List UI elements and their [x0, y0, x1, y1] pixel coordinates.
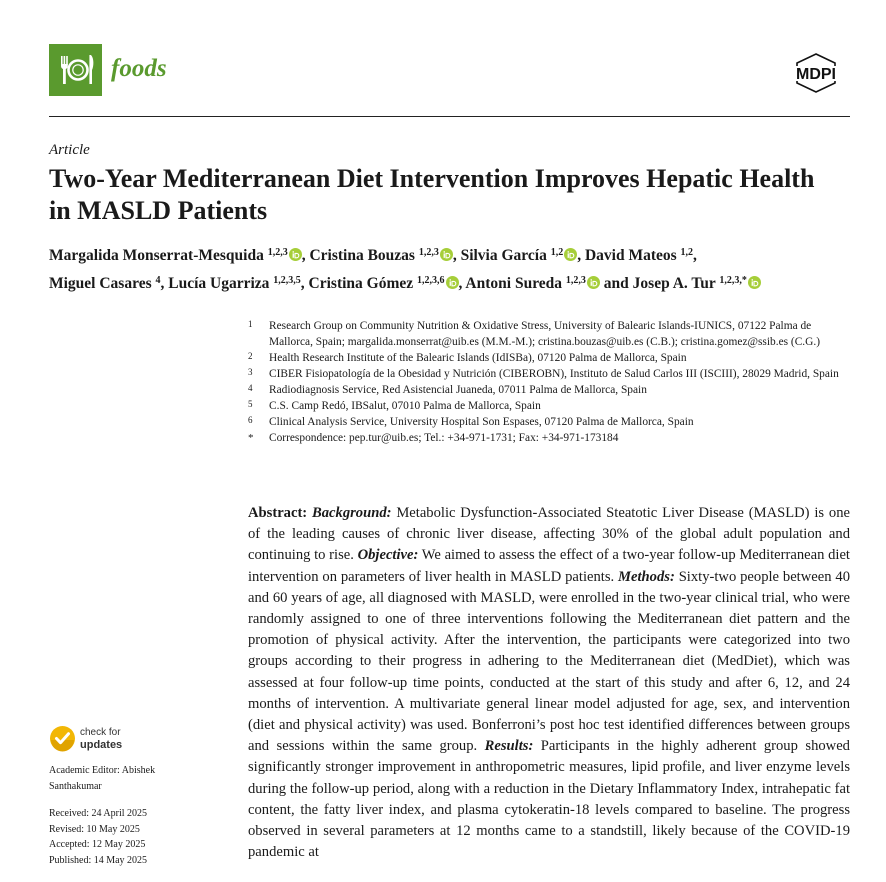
author-name[interactable] [633, 275, 761, 292]
author-name[interactable] [461, 247, 582, 264]
author-name-text: Margalida Monserrat-Mesquida [49, 247, 268, 264]
affiliation-text: Radiodiagnosis Service, Red Asistencial Juaneda, 07011 Palma de Mallorca, Spain [269, 384, 647, 396]
affiliation-item [248, 398, 853, 414]
journal-name[interactable]: foods [111, 55, 167, 82]
fork-plate-knife-icon [54, 50, 98, 90]
author-name-text: Antoni Sureda [465, 275, 566, 292]
author-name-text: Lucía Ugarriza [168, 275, 274, 292]
affiliation-text: Clinical Analysis Service, University Hospital Son Espases, 07120 Palma de Mallorca, Spain [269, 416, 694, 428]
author-separator: , [301, 247, 306, 264]
author-affiliation-sup: 1,2,3,5 [273, 275, 301, 286]
author-name[interactable] [465, 275, 628, 292]
abstract-text: Sixty-two people between 40 and 60 years of age, all diagnosed with MASLD, were enrolled in the two-year clinical trial, who were randomly assigned to one of three interventions following the Mediterranean diet pattern and the promotion of physical activity. After the intervention, the participants were categorized into two groups according to their progress in adhering to the Mediterranean diet (MedDiet), which was assessed at four follow-up time points, conducted at the start of this study and after 6, 12, and 24 months of intervention. A multivariate general linear model adjusted for age, sex, and intervention (diet and physical activity) was used. Bonferroni’s post hoc test identified differences between groups and sessions within the same group. [248, 568, 850, 755]
abstract-text: Metabolic Dysfunction-Associated Steatotic Liver Disease (MASLD) is one of the leading causes of chronic liver disease, affecting 30% of the global adult population and continuing to rise. [248, 505, 850, 564]
author-name-text: Silvia García [460, 247, 551, 264]
orcid-icon[interactable] [586, 275, 600, 292]
affiliation-item [248, 350, 853, 366]
author-name[interactable] [49, 247, 306, 264]
affiliation-list [248, 318, 853, 446]
publication-info [49, 763, 209, 868]
affiliation-number: 5 [248, 399, 253, 409]
author-name-text: David Mateos [584, 247, 681, 264]
affiliation-item [248, 414, 853, 430]
author-separator: and [599, 275, 629, 292]
abstract-text: We aimed to assess the effect of a two-year follow-up Mediterranean diet intervention on parameters of liver health in MASLD patients. [248, 547, 850, 585]
orcid-icon[interactable] [439, 247, 453, 264]
check-updates-line1: check for [80, 726, 121, 738]
author-name[interactable] [49, 275, 164, 292]
author-name[interactable] [309, 275, 463, 292]
journal-logo[interactable] [49, 44, 102, 96]
author-separator: , [693, 247, 697, 264]
author-affiliation-sup: 1,2,3 [565, 275, 586, 286]
article-type: Article [49, 142, 90, 158]
author-separator: , [452, 247, 457, 264]
author-name[interactable] [585, 247, 697, 264]
orcid-icon[interactable] [747, 275, 761, 292]
author-affiliation-sup: 4 [155, 275, 161, 286]
abstract-section-label: Background: [312, 505, 392, 521]
author-affiliation-sup: 1,2,3,* [719, 275, 747, 286]
abstract-text: Participants in the highly adherent group showed significantly stronger improvement in anthropometric measures, lipid profile, and liver enzyme levels during the follow-up period, along with a reduction in the Dietary Inflammatory Index, intrahepatic fat content, the fatty liver index, and plasma cytokeratin-18 levels compared to baseline. The progress observed in several parameters at 12 months came to a standstill, likely because of the COVID-19 pandemic at [248, 738, 850, 861]
author-name[interactable] [309, 247, 456, 264]
author-name-text: Cristina Bouzas [309, 247, 419, 264]
author-separator: , [300, 275, 305, 292]
orcid-icon[interactable] [563, 247, 577, 264]
author-affiliation-sup: 1,2,3 [418, 247, 439, 258]
author-separator: , [577, 247, 582, 264]
affiliation-number: * [248, 432, 254, 444]
abstract [248, 503, 850, 863]
affiliation-text: Health Research Institute of the Balearic Islands (IdISBa), 07120 Palma de Mallorca, Spain [269, 352, 687, 364]
author-affiliation-sup: 1,2 [680, 247, 694, 258]
affiliation-text: CIBER Fisiopatología de la Obesidad y Nutrición (CIBEROBN), Instituto de Salud Carlos III (ISCIII), 28029 Madrid, Spain [269, 368, 839, 380]
published-date: Published: 14 May 2025 [49, 854, 148, 866]
publisher-name: MDPI [796, 66, 836, 83]
abstract-section-label: Results: [484, 738, 534, 755]
author-name-text: Cristina Gómez [308, 275, 418, 292]
author-name-text: Josep A. Tur [632, 275, 720, 292]
affiliation-item [248, 430, 853, 446]
check-updates-line2: updates [80, 738, 123, 751]
author-name[interactable] [168, 275, 304, 292]
affiliation-number: 2 [248, 351, 253, 361]
affiliation-item [248, 382, 853, 398]
publisher-logo[interactable] [782, 52, 850, 99]
affiliation-item [248, 366, 853, 382]
received-date: Received: 24 April 2025 [49, 808, 148, 819]
affiliation-number: 1 [248, 319, 253, 329]
revised-date: Revised: 10 May 2025 [49, 823, 140, 835]
affiliation-number: 4 [248, 383, 253, 393]
header-divider [49, 116, 850, 117]
orcid-icon[interactable] [445, 275, 459, 292]
academic-editor: Academic Editor: Abishek Santhakumar [49, 765, 156, 792]
affiliation-number: 6 [248, 415, 253, 425]
abstract-section-label: Objective: [357, 547, 419, 564]
affiliation-number: 3 [248, 367, 253, 377]
author-list [49, 240, 849, 296]
author-affiliation-sup: 1,2,3,6 [417, 275, 445, 286]
author-affiliation-sup: 1,2,3 [267, 247, 288, 258]
affiliation-text: Research Group on Community Nutrition & Oxidative Stress, University of Balearic Islands-IUNICS, 07122 Palma de Mallorca, Spain; margalida.monserrat@uib.es (M.M.-M.); cristina.bouzas@uib.es (C.B.); cristina.gomez@ssib.es (C.G.) [269, 320, 821, 348]
abstract-section-label: Methods: [618, 568, 675, 585]
author-separator: , [160, 275, 165, 292]
author-name-text: Miguel Casares [49, 275, 156, 292]
author-separator: , [458, 275, 463, 292]
affiliation-item [248, 318, 853, 350]
affiliation-text: C.S. Camp Redó, IBSalut, 07010 Palma de Mallorca, Spain [269, 400, 541, 412]
author-affiliation-sup: 1,2 [550, 247, 564, 258]
orcid-icon[interactable] [288, 247, 302, 264]
accepted-date: Accepted: 12 May 2025 [49, 839, 146, 850]
abstract-label: Abstract: [248, 505, 308, 521]
affiliation-text: Correspondence: pep.tur@uib.es; Tel.: +34-971-1731; Fax: +34-971-173184 [269, 432, 619, 444]
check-badge-icon [49, 725, 76, 752]
check-for-updates-button[interactable] [49, 725, 122, 752]
article-title: Two-Year Mediterranean Diet Intervention Improves Hepatic Health in MASLD Patients [49, 164, 815, 225]
